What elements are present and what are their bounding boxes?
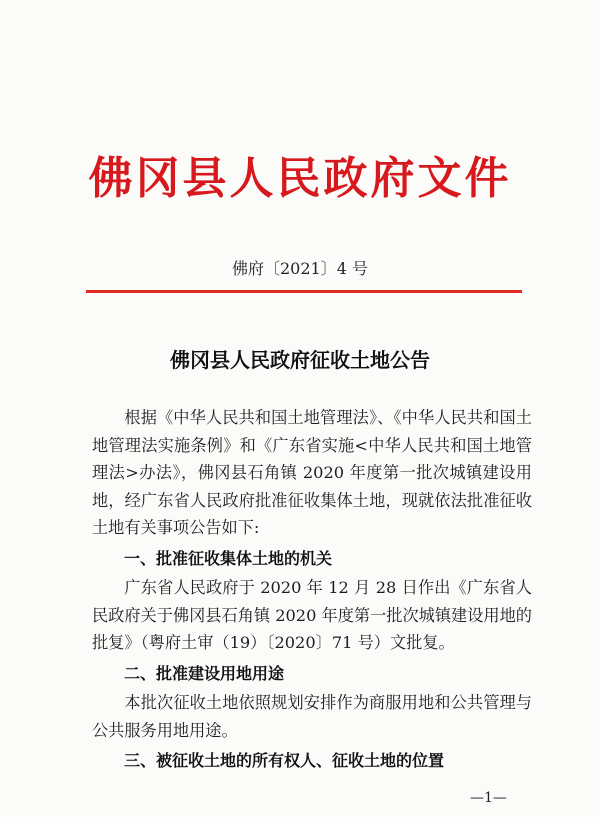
issuer-header-title: 佛冈县人民政府文件 bbox=[88, 153, 512, 204]
section-heading-land-use: 二、批准建设用地用途 bbox=[124, 663, 285, 683]
red-divider-line bbox=[86, 290, 522, 293]
section-heading-approving-authority: 一、批准征收集体土地的机关 bbox=[124, 548, 333, 568]
page-number: —1— bbox=[470, 790, 507, 806]
section-text-approving-authority: 广东省人民政府于 2020 年 12 月 28 日作出《广东省人民政府关于佛冈县石角镇 2020 年度第一批次城镇建设用地的批复》（粤府土审（19）〔2020〕71 号）文批复。 bbox=[92, 578, 532, 652]
section-heading-owners-location: 三、被征收土地的所有权人、征收土地的位置 bbox=[124, 751, 445, 770]
section-text-land-use: 本批次征收土地依照规划安排作为商服用地和公共管理与公共服务用地用途。 bbox=[92, 693, 532, 740]
document-number: 佛府〔2021〕4 号 bbox=[232, 259, 368, 278]
notice-title: 佛冈县人民政府征收土地公告 bbox=[170, 348, 430, 372]
notice-body bbox=[92, 404, 532, 777]
intro-paragraph: 根据《中华人民共和国土地管理法》、《中华人民共和国土地管理法实施条例》和《广东省实施<中华人民共和国土地管理法>办法》，佛冈县石角镇 2020 年度第一批次城镇建设用地，经广东省人民政府批准征收集体土地，现就依法批准征收土地有关事项公告如下: bbox=[92, 408, 532, 537]
